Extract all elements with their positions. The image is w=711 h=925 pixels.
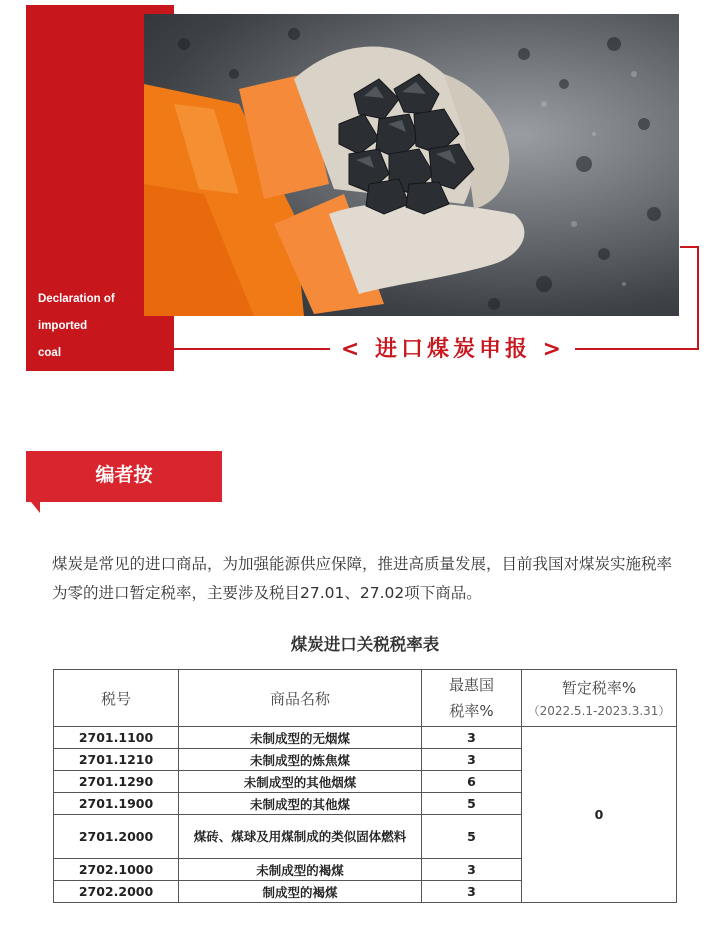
hero-caption-line: Declaration of <box>38 293 115 305</box>
header-provisional <box>522 670 677 727</box>
table-row <box>54 727 677 749</box>
coal-photo <box>144 14 679 316</box>
decorative-line <box>697 246 699 349</box>
cell-code: 2701.1210 <box>54 749 179 771</box>
table-title: 煤炭进口关税税率表 <box>290 635 440 654</box>
decorative-line <box>575 348 699 350</box>
hero-caption-line: imported <box>38 320 88 332</box>
header-mfn <box>422 670 522 727</box>
hero-title: < 进口煤炭申报 > <box>340 337 566 362</box>
cell-name: 制成型的褐煤 <box>179 881 422 903</box>
coal-in-gloved-hands-illustration <box>144 14 679 316</box>
editor-note-tag-fold <box>31 502 40 513</box>
cell-code: 2702.1000 <box>54 859 179 881</box>
table-header-row <box>54 670 677 727</box>
cell-mfn: 5 <box>422 793 522 815</box>
header-provisional-period: （2022.5.1-2023.3.31） <box>527 704 671 718</box>
cell-mfn: 3 <box>422 727 522 749</box>
cell-code: 2701.1290 <box>54 771 179 793</box>
header-code: 税号 <box>54 670 179 727</box>
editor-note-label: 编者按 <box>95 464 153 486</box>
hero-caption <box>38 286 148 367</box>
cell-name: 未制成型的褐煤 <box>179 859 422 881</box>
cell-name: 未制成型的其他煤 <box>179 793 422 815</box>
intro-paragraph: 煤炭是常见的进口商品，为加强能源供应保障，推进高质量发展，目前我国对煤炭实施税率为零的进口暂定税率，主要涉及税目27.01、27.02项下商品。 <box>52 555 673 602</box>
header-name: 商品名称 <box>179 670 422 727</box>
cell-name: 未制成型的其他烟煤 <box>179 771 422 793</box>
header-mfn-line2: 税率% <box>449 702 494 720</box>
cell-mfn: 3 <box>422 749 522 771</box>
cell-mfn: 3 <box>422 881 522 903</box>
cell-name: 未制成型的炼焦煤 <box>179 749 422 771</box>
cell-code: 2702.2000 <box>54 881 179 903</box>
cell-code: 2701.1100 <box>54 727 179 749</box>
cell-name: 煤砖、煤球及用煤制成的类似固体燃料 <box>179 815 422 859</box>
cell-mfn: 5 <box>422 815 522 859</box>
cell-name: 未制成型的无烟煤 <box>179 727 422 749</box>
header-provisional-label: 暂定税率% <box>561 679 637 697</box>
tariff-table <box>53 669 677 903</box>
hero-caption-line: coal <box>38 347 62 359</box>
cell-code: 2701.2000 <box>54 815 179 859</box>
cell-provisional-rate: 0 <box>522 727 677 903</box>
cell-code: 2701.1900 <box>54 793 179 815</box>
cell-mfn: 3 <box>422 859 522 881</box>
cell-mfn: 6 <box>422 771 522 793</box>
decorative-line <box>174 348 330 350</box>
header-mfn-line1: 最惠国 <box>448 676 494 694</box>
